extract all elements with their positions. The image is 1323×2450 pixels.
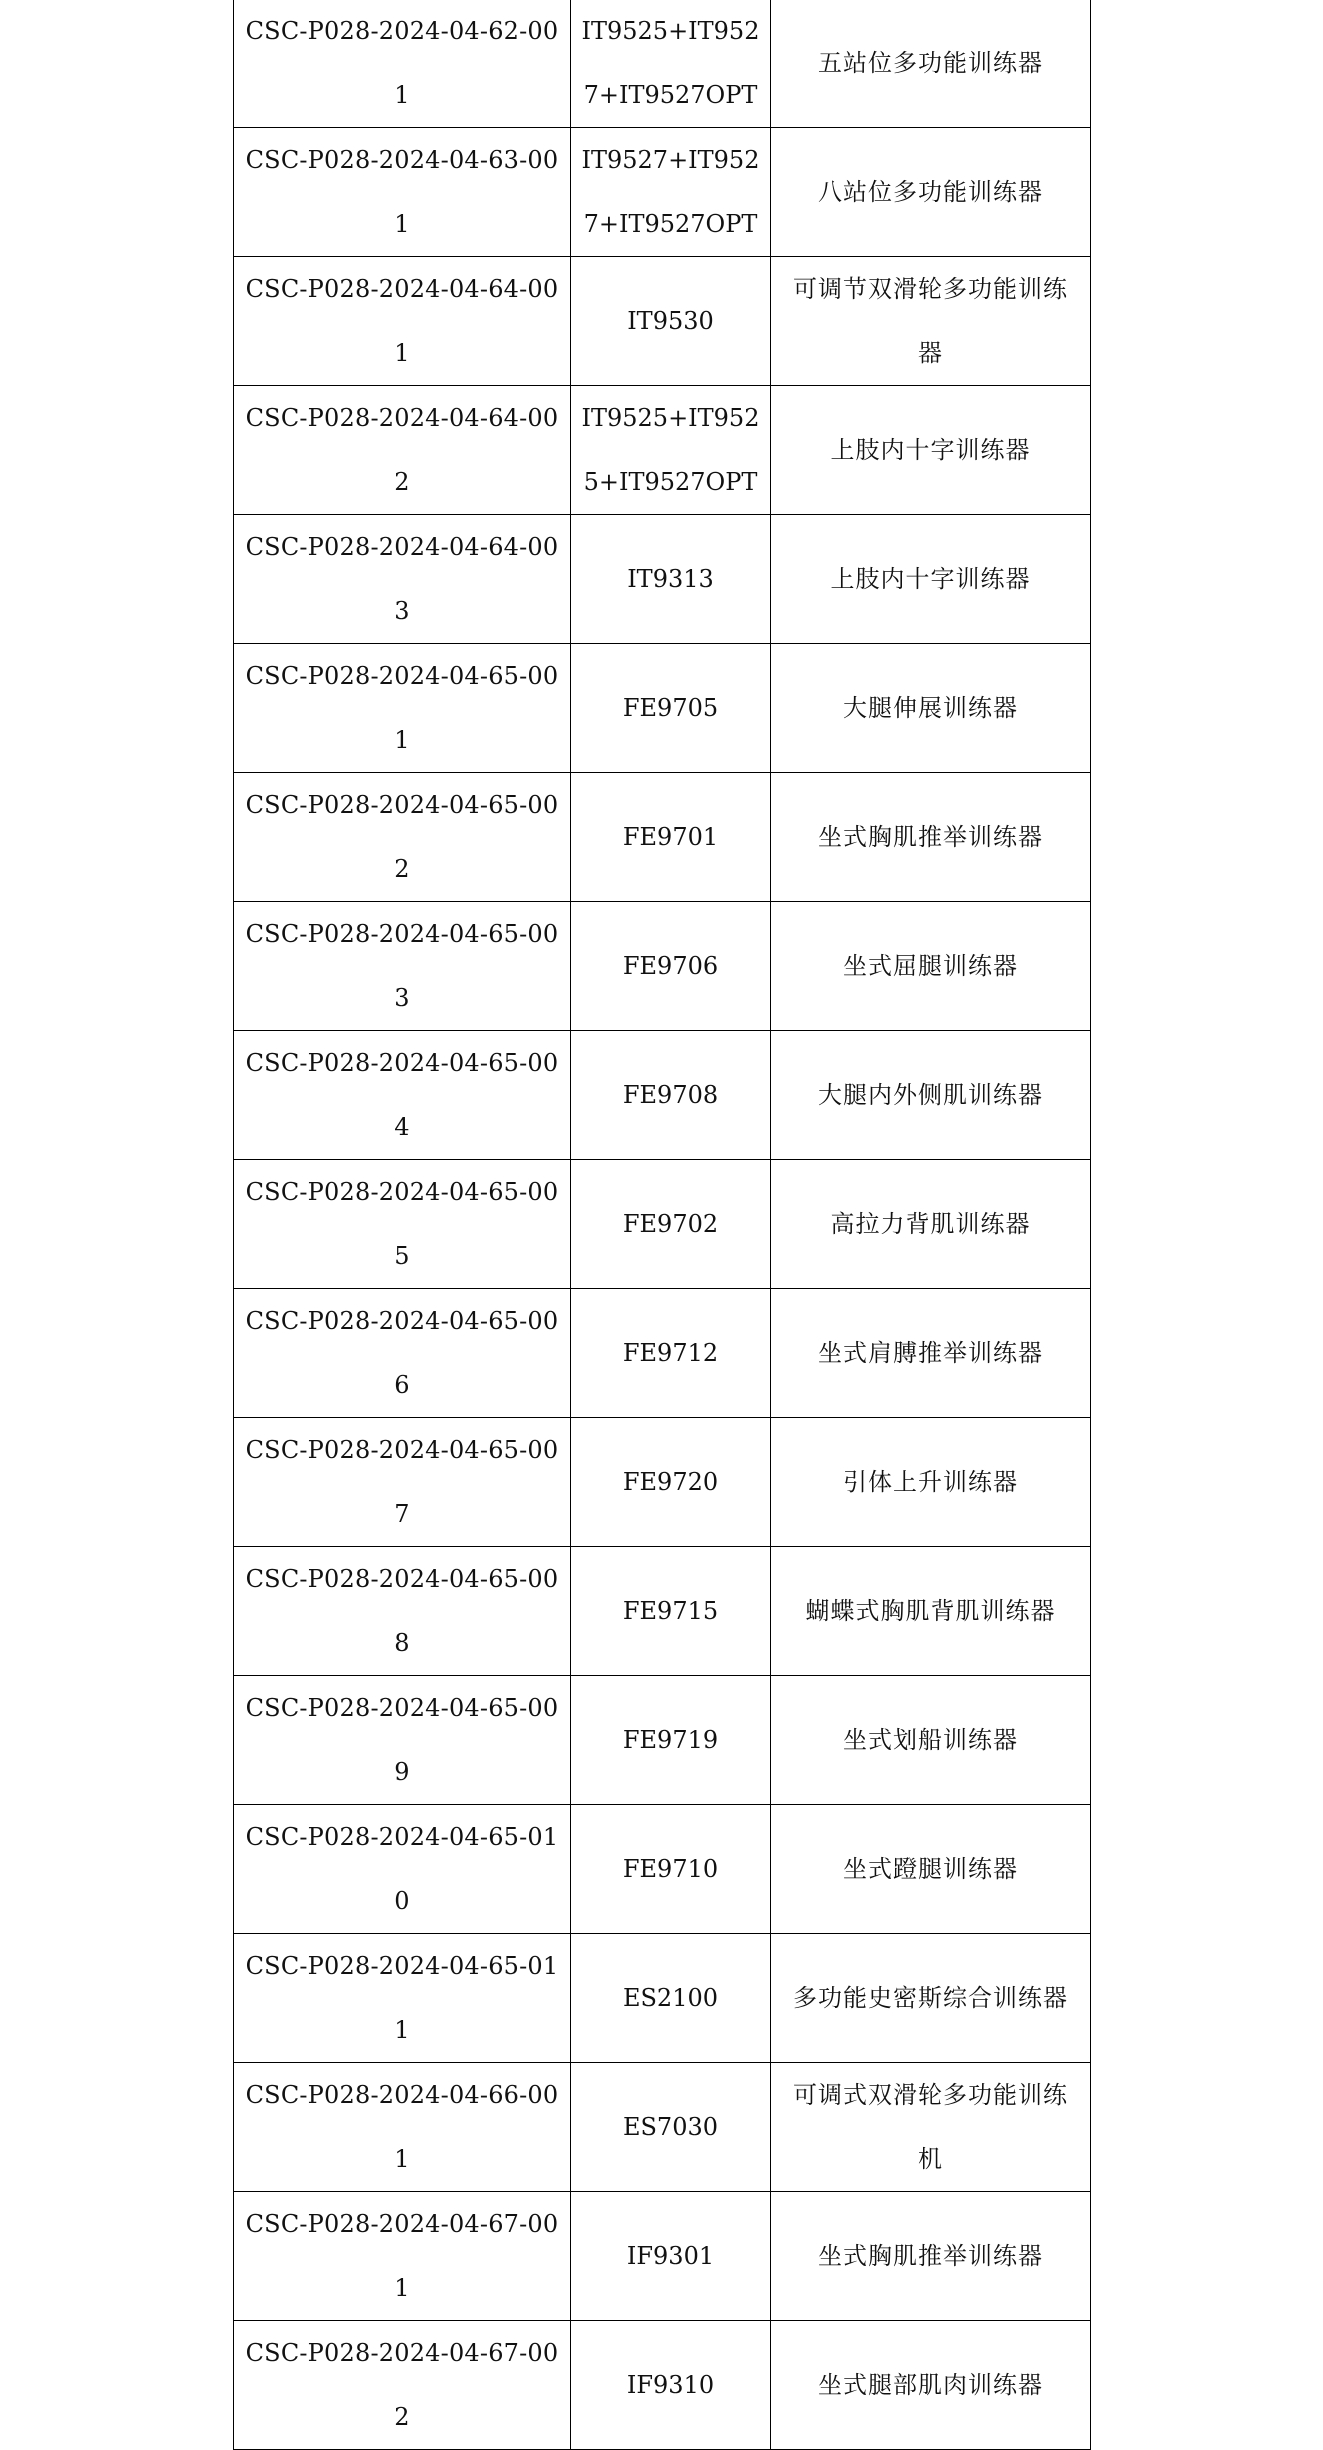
table-row: [234, 515, 1091, 644]
model-number-cell: ES2100: [571, 1934, 771, 2063]
product-name-cell: 坐式屈腿训练器: [771, 902, 1091, 1031]
product-name-cell: 上肢内十字训练器: [771, 386, 1091, 515]
model-number-cell: IT9525+IT9525+IT9527OPT: [571, 386, 771, 515]
product-name-cell: 八站位多功能训练器: [771, 128, 1091, 257]
certificate-code-cell: CSC-P028-2024-04-62-001: [234, 0, 571, 128]
product-name-cell: 高拉力背肌训练器: [771, 1160, 1091, 1289]
table-row: [234, 773, 1091, 902]
table-row: [234, 902, 1091, 1031]
certificate-table: [233, 0, 1091, 2450]
model-number-cell: ES7030: [571, 2063, 771, 2192]
product-name-cell: 可调节双滑轮多功能训练器: [771, 257, 1091, 386]
model-number-cell: FE9712: [571, 1289, 771, 1418]
product-name-cell: 坐式腿部肌肉训练器: [771, 2321, 1091, 2450]
model-number-cell: FE9715: [571, 1547, 771, 1676]
model-number-cell: IT9527+IT9527+IT9527OPT: [571, 128, 771, 257]
certificate-code-cell: CSC-P028-2024-04-64-002: [234, 386, 571, 515]
product-name-cell: 可调式双滑轮多功能训练机: [771, 2063, 1091, 2192]
model-number-cell: FE9710: [571, 1805, 771, 1934]
certificate-code-cell: CSC-P028-2024-04-66-001: [234, 2063, 571, 2192]
product-name-cell: 多功能史密斯综合训练器: [771, 1934, 1091, 2063]
table-row: [234, 1160, 1091, 1289]
certificate-code-cell: CSC-P028-2024-04-67-002: [234, 2321, 571, 2450]
certificate-code-cell: CSC-P028-2024-04-65-008: [234, 1547, 571, 1676]
model-number-cell: IT9313: [571, 515, 771, 644]
certificate-code-cell: CSC-P028-2024-04-65-004: [234, 1031, 571, 1160]
product-name-cell: 坐式蹬腿训练器: [771, 1805, 1091, 1934]
product-name-cell: 五站位多功能训练器: [771, 0, 1091, 128]
model-number-cell: FE9720: [571, 1418, 771, 1547]
certificate-code-cell: CSC-P028-2024-04-63-001: [234, 128, 571, 257]
table-row: [234, 386, 1091, 515]
table-row: [234, 2063, 1091, 2192]
certificate-code-cell: CSC-P028-2024-04-65-005: [234, 1160, 571, 1289]
certificate-code-cell: CSC-P028-2024-04-64-001: [234, 257, 571, 386]
model-number-cell: FE9706: [571, 902, 771, 1031]
product-name-cell: 上肢内十字训练器: [771, 515, 1091, 644]
table-row: [234, 2321, 1091, 2450]
table-row: [234, 1934, 1091, 2063]
product-name-cell: 坐式胸肌推举训练器: [771, 773, 1091, 902]
product-name-cell: 大腿内外侧肌训练器: [771, 1031, 1091, 1160]
table-row: [234, 1547, 1091, 1676]
table-row: [234, 257, 1091, 386]
certificate-code-cell: CSC-P028-2024-04-67-001: [234, 2192, 571, 2321]
model-number-cell: IF9310: [571, 2321, 771, 2450]
table-row: [234, 0, 1091, 128]
product-name-cell: 坐式划船训练器: [771, 1676, 1091, 1805]
product-name-cell: 坐式胸肌推举训练器: [771, 2192, 1091, 2321]
model-number-cell: FE9719: [571, 1676, 771, 1805]
table-row: [234, 1418, 1091, 1547]
certificate-code-cell: CSC-P028-2024-04-65-007: [234, 1418, 571, 1547]
certificate-code-cell: CSC-P028-2024-04-65-010: [234, 1805, 571, 1934]
model-number-cell: FE9701: [571, 773, 771, 902]
table-row: [234, 2192, 1091, 2321]
certificate-code-cell: CSC-P028-2024-04-65-006: [234, 1289, 571, 1418]
product-name-cell: 引体上升训练器: [771, 1418, 1091, 1547]
certificate-code-cell: CSC-P028-2024-04-65-003: [234, 902, 571, 1031]
table-row: [234, 644, 1091, 773]
table-row: [234, 128, 1091, 257]
certificate-code-cell: CSC-P028-2024-04-65-009: [234, 1676, 571, 1805]
certificate-code-cell: CSC-P028-2024-04-65-001: [234, 644, 571, 773]
model-number-cell: IT9530: [571, 257, 771, 386]
table-row: [234, 1289, 1091, 1418]
model-number-cell: FE9705: [571, 644, 771, 773]
model-number-cell: IT9525+IT9527+IT9527OPT: [571, 0, 771, 128]
product-name-cell: 蝴蝶式胸肌背肌训练器: [771, 1547, 1091, 1676]
table-body: [234, 0, 1091, 2450]
model-number-cell: FE9708: [571, 1031, 771, 1160]
table-row: [234, 1031, 1091, 1160]
certificate-code-cell: CSC-P028-2024-04-64-003: [234, 515, 571, 644]
table-row: [234, 1676, 1091, 1805]
model-number-cell: IF9301: [571, 2192, 771, 2321]
product-name-cell: 坐式肩膊推举训练器: [771, 1289, 1091, 1418]
table-row: [234, 1805, 1091, 1934]
model-number-cell: FE9702: [571, 1160, 771, 1289]
certificate-code-cell: CSC-P028-2024-04-65-011: [234, 1934, 571, 2063]
certificate-code-cell: CSC-P028-2024-04-65-002: [234, 773, 571, 902]
product-name-cell: 大腿伸展训练器: [771, 644, 1091, 773]
